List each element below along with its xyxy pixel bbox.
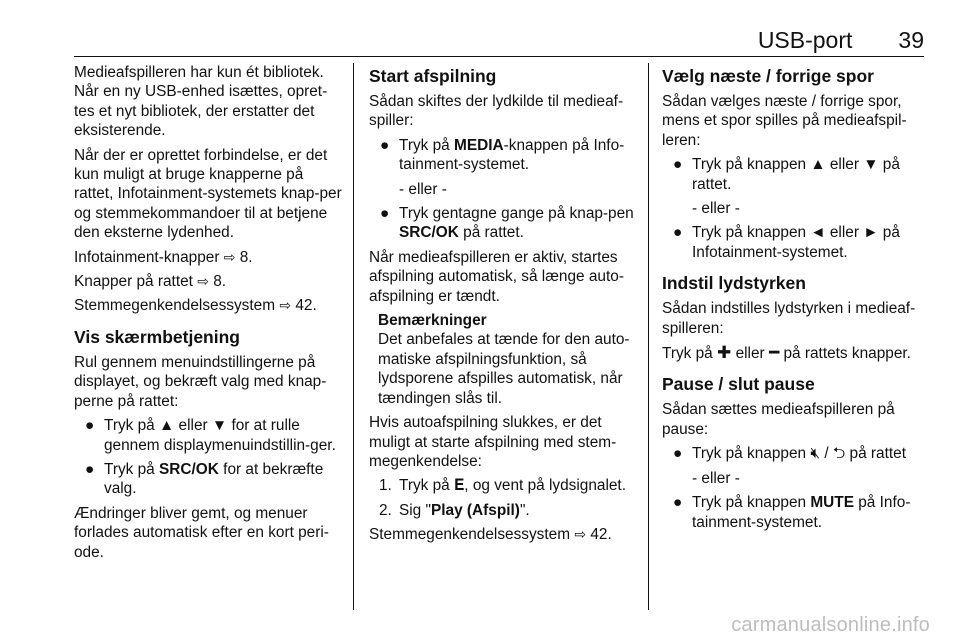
bullet-icon: ● [85, 417, 95, 435]
list-item: ● Tryk på knappen 🔇︎ / ⮌ på rattet [673, 445, 906, 463]
list-item: ● Tryk på knappen ◄ eller ► på Infotainment-systemet. [673, 224, 900, 261]
list-item: ● Tryk på knappen ▲ eller ▼ på rattet. [673, 156, 900, 193]
note-text: Det anbefales at tænde for den auto-matiske afspilningsfunktion, så lydsporene afspilles automatisk, når tændingen slås til. [378, 331, 630, 407]
section-heading: Start afspilning [369, 66, 497, 86]
section-heading: Vælg næste / forrige spor [662, 66, 874, 86]
list-item: ● Tryk på ▲ eller ▼ for at rulle gennem displaymenuindstillin-ger. [85, 417, 336, 454]
bullet-icon: ● [85, 460, 95, 478]
paragraph: Hvis autoafspilning slukkes, er det muligt at starte afspilning med stem-megenkendelse: [369, 414, 617, 470]
bullet-icon: ● [673, 445, 683, 463]
section-heading: Indstil lydstyrken [662, 273, 806, 294]
paragraph: Når medieafspilleren er aktiv, startes afspilning automatisk, så længe auto-afspilning er tændt. [369, 248, 624, 305]
back-arrow-icon: ⮌ [832, 445, 846, 463]
paragraph: Sådan indstilles lydstyrken i medieaf-spilleren: [662, 300, 916, 337]
paragraph: Medieafspilleren har kun ét bibliotek. Når en ny USB-enhed isættes, opret-tes et nyt bibliotek, der erstatter det eksisterende. [74, 64, 328, 140]
page-reference-arrow-icon: ⇨ [223, 248, 236, 265]
page-reference-arrow-icon: ⇨ [279, 297, 292, 314]
paragraph: Sådan vælges næste / forrige spor, mens et spor spilles på medieafspil-leren: [662, 93, 907, 149]
bullet-icon: ● [673, 224, 683, 242]
paragraph: Rul gennem menuindstillingerne på displayet, og bekræft valg med knap-perne på rattet: [74, 353, 327, 410]
section-heading: Vis skærmbetjening [74, 326, 240, 347]
column-3 [662, 63, 928, 537]
paragraph: Ændringer bliver gemt, og menuer forlades automatisk efter en kort peri-ode. [74, 504, 329, 561]
page-reference-arrow-icon: ⇨ [574, 526, 587, 543]
minus-icon: ━ [768, 343, 780, 363]
mute-icon: 🔇︎ [810, 445, 821, 463]
paragraph: Tryk på ✚ eller ━ på rattets knapper. [662, 343, 911, 363]
column-1 [74, 63, 344, 567]
paragraph: Sådan sættes medieafspilleren på pause: [662, 401, 895, 438]
numbered-item: 2. Sig "Play (Afspil)". [379, 501, 530, 519]
bullet-icon: ● [380, 136, 390, 154]
header-divider [74, 56, 924, 57]
triangle-down-icon: ▼ [211, 417, 228, 435]
column-divider-2 [648, 63, 649, 610]
note-box [369, 311, 637, 408]
cross-reference: Stemmegenkendelsessystem ⇨ 42. [369, 526, 612, 544]
plus-icon: ✚ [717, 343, 732, 363]
cross-reference: Stemmegenkendelsessystem ⇨ 42. [74, 297, 317, 315]
column-divider-1 [353, 63, 354, 610]
section-heading: Pause / slut pause [662, 374, 815, 395]
numbered-item: 1. Tryk på 𝐄, og vent på lydsignalet. [379, 477, 626, 495]
triangle-left-icon: ◄ [810, 224, 826, 242]
or-separator: - eller - [692, 200, 740, 218]
triangle-up-icon: ▲ [810, 156, 826, 174]
or-separator: - eller - [399, 180, 447, 198]
triangle-down-icon: ▼ [863, 156, 879, 174]
cross-reference: Infotainment-knapper ⇨ 8. [74, 248, 253, 266]
paragraph: Sådan skiftes der lydkilde til medieaf-spiller: [369, 93, 624, 130]
voice-command-icon: 𝐄 [454, 477, 465, 495]
list-item: ● Tryk på knappen MUTE på Info-tainment-systemet. [673, 494, 911, 531]
page-reference-arrow-icon: ⇨ [197, 273, 209, 290]
column-2 [369, 63, 637, 550]
page-header [504, 22, 924, 58]
chapter-title: USB-port [757, 26, 853, 53]
note-title: Bemærkninger [378, 312, 487, 330]
list-item: ● Tryk på MEDIA-knappen på Info-tainment-systemet. [380, 136, 625, 174]
page-number: 39 [898, 26, 924, 53]
triangle-up-icon: ▲ [159, 417, 175, 435]
triangle-right-icon: ► [863, 224, 879, 242]
cross-reference: Knapper på rattet ⇨ 8. [74, 273, 227, 291]
bullet-icon: ● [380, 205, 390, 223]
or-separator: - eller - [692, 469, 740, 487]
paragraph: Når der er oprettet forbindelse, er det kun muligt at bruge knapperne på rattet, Infotainment-systemets knap-per og stemmekommandoer til at betjene den eksterne lydenhed. [74, 146, 342, 242]
list-item: ● Tryk gentagne gange på knap-pen SRC/OK på rattet. [380, 205, 634, 242]
watermark: carmanualsonline.info [731, 614, 930, 636]
list-item: ● Tryk på SRC/OK for at bekræfte valg. [85, 460, 324, 498]
bullet-icon: ● [673, 156, 683, 174]
bullet-icon: ● [673, 494, 683, 512]
